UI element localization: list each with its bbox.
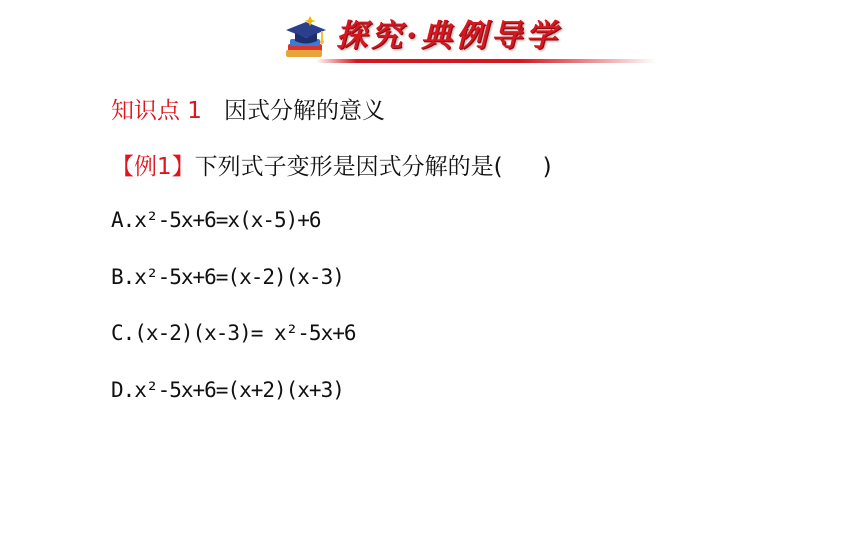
option-c[interactable]: C.(x-2)(x-3)= x²-5x+6: [111, 321, 356, 345]
title-underline: [316, 59, 656, 63]
section-title: 探究·典例导学: [336, 18, 561, 54]
option-d[interactable]: D.x²-5x+6=(x+2)(x+3): [111, 378, 344, 402]
graduation-cap-icon: [282, 14, 328, 60]
knowledge-label: 知识点 1: [111, 98, 202, 124]
example-tag: 【例1】: [111, 154, 195, 180]
option-b[interactable]: B.x²-5x+6=(x-2)(x-3): [111, 265, 344, 289]
example-question: [111, 148, 552, 181]
question-closing: ): [542, 154, 552, 180]
question-text: 下列式子变形是因式分解的是(: [194, 154, 503, 180]
section-header: [280, 8, 660, 66]
knowledge-topic: 因式分解的意义: [223, 98, 385, 124]
option-a[interactable]: A.x²-5x+6=x(x-5)+6: [111, 208, 321, 232]
knowledge-point: [111, 92, 385, 125]
